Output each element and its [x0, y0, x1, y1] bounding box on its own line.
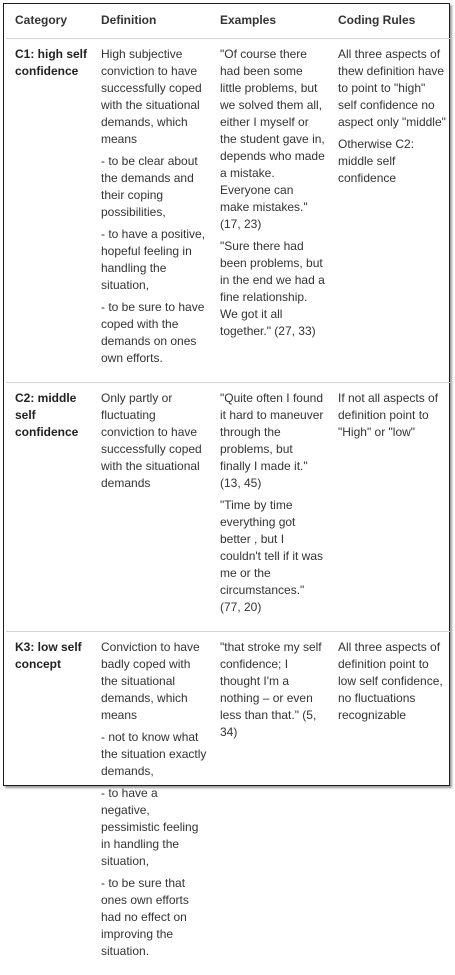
definition-text: - to be sure to have coped with the demands on ones own efforts.: [101, 299, 207, 367]
definition-text: Only partly or fluctuating conviction to have successfully coped with the situational demands: [101, 390, 207, 492]
category-cell: [6, 632, 92, 975]
coding-rule-text: All three aspects of thew definition have to point to "high" self confidence no aspect only "middle": [338, 46, 446, 131]
coding-rules-cell: [329, 632, 450, 975]
header-examples: Examples: [211, 9, 329, 39]
coding-rule-text: Otherwise C2: middle self confidence: [338, 136, 446, 187]
table-row: [6, 632, 450, 975]
header-row: [6, 9, 450, 39]
coding-rule-text: All three aspects of definition point to low self confidence, no fluctuations recognizable: [338, 639, 446, 724]
category-label: C2: middle self confidence: [15, 391, 78, 439]
example-quote: "Time by time everything got better , but I couldn't tell if it was me or the circumstances." (77, 20): [220, 497, 325, 616]
table-row: [6, 383, 450, 632]
definition-cell: [92, 383, 211, 632]
definition-cell: [92, 39, 211, 383]
definition-text: - to be sure that ones own efforts had no effect on improving the situation.: [101, 875, 207, 960]
category-label: C1: high self confidence: [15, 47, 87, 78]
example-quote: "that stroke my self confidence; I thought I'm a nothing – or even less than that." (5, 34): [220, 639, 325, 741]
example-quote: "Of course there had been some little problems, but we solved them all, either I myself or the student gave in, depends who made a mistake. Everyone can make mistakes." (17, 23): [220, 46, 325, 233]
examples-cell: [211, 632, 329, 975]
table-row: [6, 39, 450, 383]
definition-cell: [92, 632, 211, 975]
header-coding-rules: Coding Rules: [329, 9, 450, 39]
examples-cell: [211, 39, 329, 383]
example-quote: "Quite often I found it hard to maneuver through the problems, but finally I made it." (13, 45): [220, 390, 325, 492]
definition-text: - not to know what the situation exactly demands,: [101, 729, 207, 780]
examples-cell: [211, 383, 329, 632]
category-cell: [6, 39, 92, 383]
coding-rule-text: If not all aspects of definition point to "High" or "low": [338, 390, 446, 441]
header-category: Category: [6, 9, 92, 39]
definition-text: - to be clear about the demands and their coping possibilities,: [101, 153, 207, 221]
definition-text: - to have a negative, pessimistic feeling in handling the situation,: [101, 785, 207, 870]
category-label: K3: low self concept: [15, 640, 82, 671]
definition-text: Conviction to have badly coped with the situational demands, which means: [101, 639, 207, 724]
definition-text: - to have a positive, hopeful feeling in handling the situation,: [101, 226, 207, 294]
coding-table: [6, 9, 450, 975]
coding-rules-cell: [329, 39, 450, 383]
coding-rules-cell: [329, 383, 450, 632]
header-definition: Definition: [92, 9, 211, 39]
category-cell: [6, 383, 92, 632]
example-quote: "Sure there had been problems, but in the end we had a fine relationship. We got it all together." (27, 33): [220, 238, 325, 340]
document-frame: [3, 3, 450, 786]
definition-text: High subjective conviction to have successfully coped with the situational demands, which means: [101, 46, 207, 148]
